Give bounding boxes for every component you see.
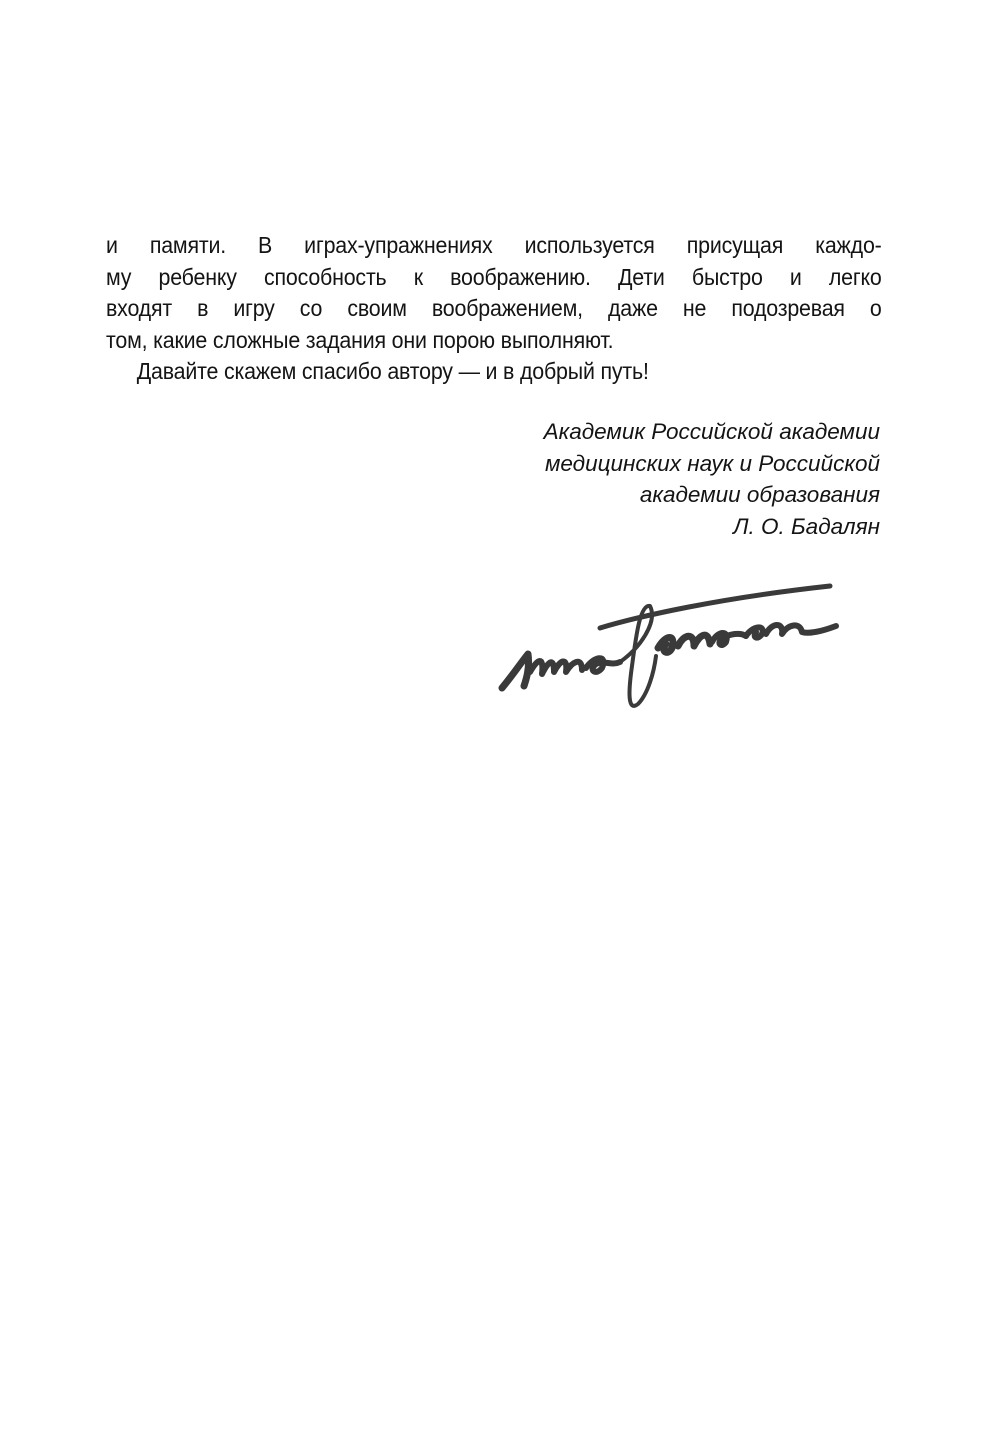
closing-line: Давайте скажем спасибо автору — и в добрый путь! [136,358,649,384]
signature-block [544,416,880,542]
body-text [106,230,882,388]
paragraph-line: входят в игру со своим воображением, даже не подозревая о [106,295,882,321]
author-title-line: медицинских наук и Российской [544,450,880,476]
paragraph-line: и памяти. В играх-упражнениях используется присущая каждо- [106,232,882,258]
author-title-line: Академик Российской академии [543,419,880,444]
author-title-line: академии образования [639,482,880,507]
author-name: Л. О. Бадалян [733,513,880,539]
paragraph-line: му ребенку способность к воображению. Дети быстро и легко [106,263,882,290]
handwritten-signature [490,576,850,716]
paragraph-line: том, какие сложные задания они порою выполняют. [106,326,614,353]
